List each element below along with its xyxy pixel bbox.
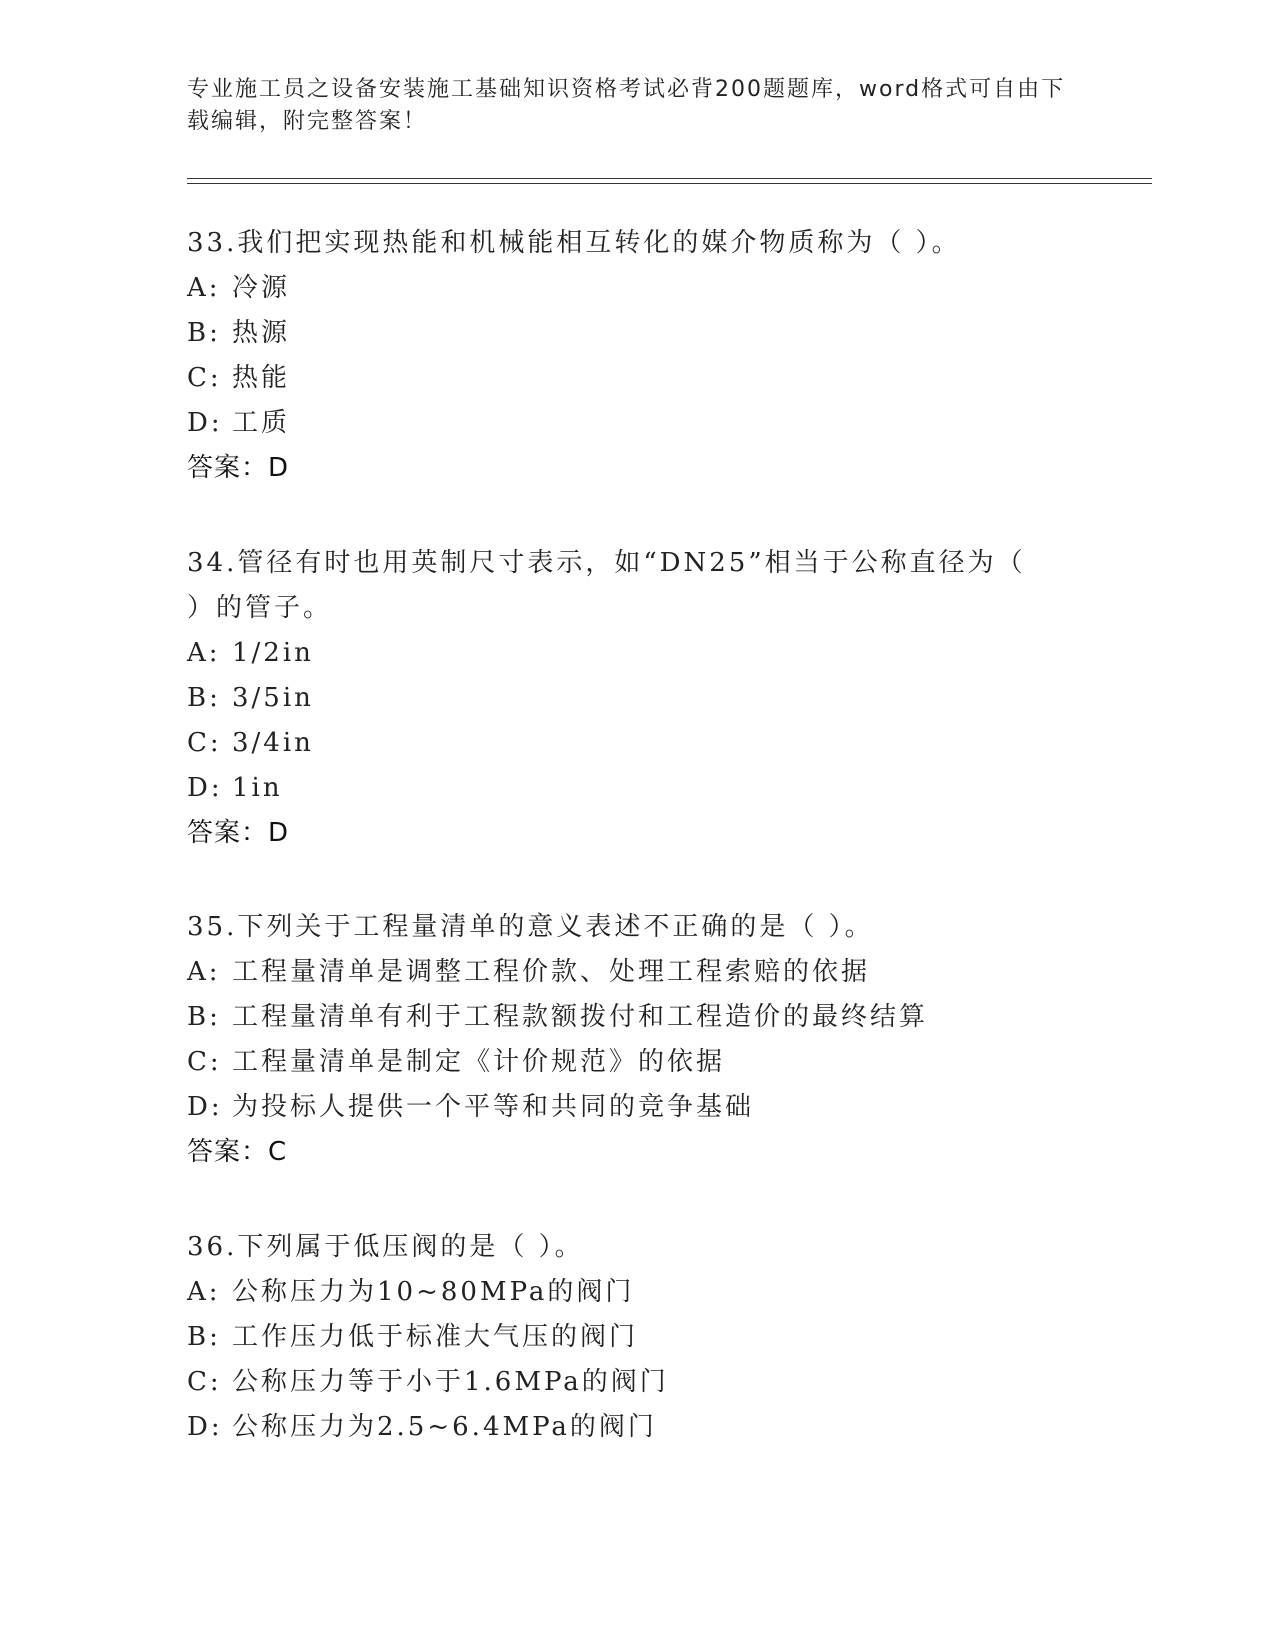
option-key: A:	[187, 273, 221, 303]
option-text: 工质	[232, 408, 291, 438]
option-text: 冷源	[232, 273, 291, 303]
option-b	[187, 1315, 1087, 1360]
option-a	[187, 266, 1087, 311]
option-c	[187, 1360, 1087, 1405]
option-d	[187, 1405, 1087, 1450]
answer-line: 答案：D	[187, 818, 290, 848]
document-intro: 专业施工员之设备安装施工基础知识资格考试必背200题题库，word格式可自由下载编辑，附完整答案！	[187, 77, 1066, 134]
option-c	[187, 1040, 1087, 1085]
option-text: 1in	[232, 773, 283, 803]
option-text: 工程量清单是制定《计价规范》的依据	[232, 1047, 726, 1077]
option-b	[187, 995, 1087, 1040]
option-key: D:	[187, 1092, 223, 1122]
option-d	[187, 766, 1087, 811]
option-key: B:	[187, 318, 221, 348]
option-b	[187, 311, 1087, 356]
option-text: 1/2in	[232, 638, 314, 668]
option-c	[187, 356, 1087, 401]
answer-line: 答案：D	[187, 453, 290, 483]
option-text: 公称压力等于小于1.6MPa的阀门	[232, 1367, 669, 1397]
option-key: A:	[187, 638, 221, 668]
option-d	[187, 401, 1087, 446]
question-stem: 34.管径有时也用英制尺寸表示，如“DN25”相当于公称直径为（ ）的管子。	[187, 548, 1026, 623]
option-key: B:	[187, 1322, 221, 1352]
option-key: C:	[187, 363, 222, 393]
question-stem: 33.我们把实现热能和机械能相互转化的媒介物质称为（ ）。	[187, 228, 961, 258]
option-key: B:	[187, 683, 221, 713]
option-key: A:	[187, 1277, 221, 1307]
option-key: C:	[187, 1367, 222, 1397]
option-text: 公称压力为2.5~6.4MPa的阀门	[232, 1412, 657, 1442]
option-text: 公称压力为10~80MPa的阀门	[232, 1277, 635, 1307]
question-36	[187, 1225, 1087, 1450]
header-double-rule	[187, 178, 1152, 184]
option-a	[187, 631, 1087, 676]
question-34	[187, 541, 1087, 856]
question-stem: 35.下列关于工程量清单的意义表述不正确的是（ ）。	[187, 912, 874, 942]
option-text: 热源	[232, 318, 291, 348]
question-35	[187, 905, 1087, 1175]
option-key: D:	[187, 408, 223, 438]
option-c	[187, 721, 1087, 766]
option-text: 工作压力低于标准大气压的阀门	[232, 1322, 639, 1352]
option-text: 热能	[232, 363, 291, 393]
option-text: 3/5in	[232, 683, 314, 713]
option-b	[187, 676, 1087, 721]
question-stem: 36.下列属于低压阀的是（ ）。	[187, 1232, 584, 1262]
option-key: D:	[187, 1412, 223, 1442]
option-d	[187, 1085, 1087, 1130]
option-key: C:	[187, 1047, 222, 1077]
option-key: D:	[187, 773, 223, 803]
option-text: 工程量清单有利于工程款额拨付和工程造价的最终结算	[232, 1002, 929, 1032]
option-key: B:	[187, 1002, 221, 1032]
option-key: A:	[187, 957, 221, 987]
option-text: 3/4in	[232, 728, 314, 758]
option-key: C:	[187, 728, 222, 758]
answer-line: 答案：C	[187, 1137, 288, 1167]
option-a	[187, 1270, 1087, 1315]
question-33	[187, 221, 1087, 491]
option-text: 工程量清单是调整工程价款、处理工程索赔的依据	[232, 957, 871, 987]
option-a	[187, 950, 1087, 995]
option-text: 为投标人提供一个平等和共同的竞争基础	[232, 1092, 755, 1122]
